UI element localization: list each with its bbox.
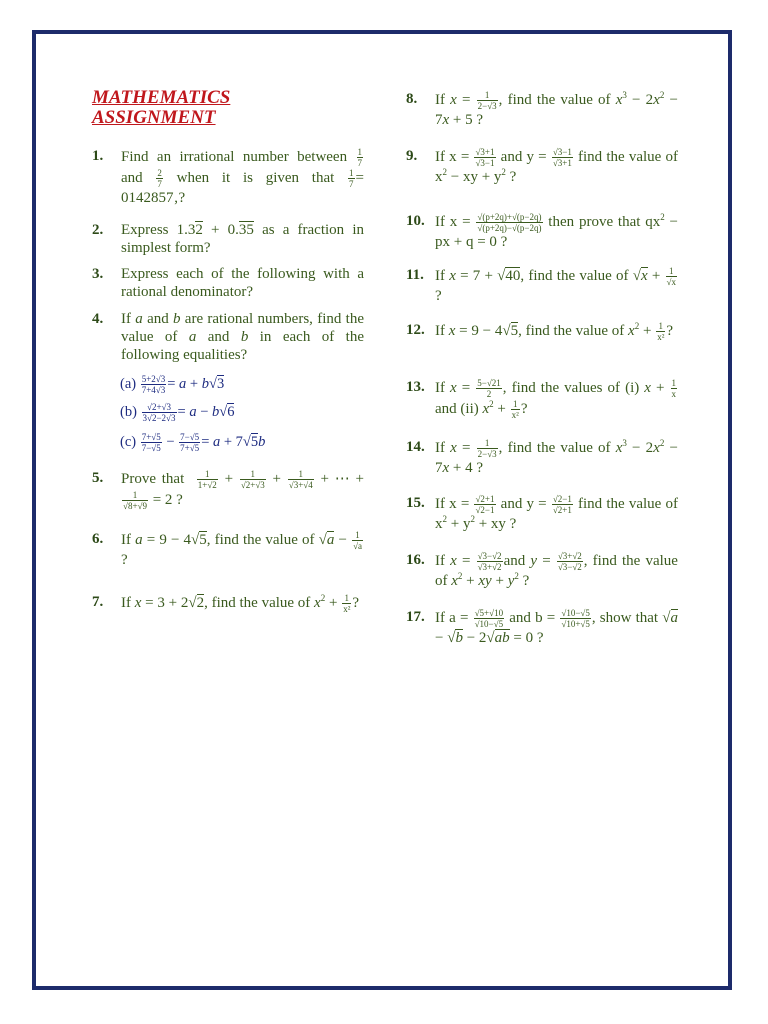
question-text: If x = $\frac{√2+1}{√2-1}$ and y = $\frac{√2-1}{√2+1}$ find the value of $x^2 + y^2$ + xy ?	[435, 494, 679, 532]
question-number: 17.	[406, 609, 425, 625]
question-12	[406, 321, 678, 342]
question-8	[406, 90, 678, 129]
question-2	[92, 221, 364, 257]
question-text: Prove that $\frac{1}{1+√2}$ + $\frac{1}{√2+√3}$ + $\frac{1}{√3+√4}$ + ⋯ + $\frac{1}{√8+√9}$ = 2 ?	[121, 469, 364, 511]
question-text: If x = $\frac{√3+1}{√3-1}$ and y = $\frac{√3-1}{√3+1}$ find the value of $x^2$ − xy + $y^2$ ?	[435, 147, 679, 185]
page-title: MATHEMATICS ASSIGNMENT	[92, 87, 231, 128]
question-number: 4.	[92, 311, 104, 327]
question-number: 8.	[406, 91, 418, 107]
question-number: 12.	[406, 322, 425, 338]
q4-part-b: (b) $\frac{√2+√3}{3√2-2√3}$ = a − b√6	[120, 402, 235, 423]
question-number: 10.	[406, 213, 425, 229]
question-11	[406, 266, 678, 305]
question-number: 13.	[406, 379, 425, 395]
question-4	[92, 310, 364, 364]
question-text: If a = 9 − 4√5, find the value of √a − $\frac{1}{√a}$ ?	[121, 530, 363, 568]
question-text: If x = 7 + √40, find the value of √x + $\frac{1}{√x}$ ?	[435, 266, 676, 304]
q4-part-c: (c) $\frac{7+√5}{7-√5}$ − $\frac{7-√5}{7+√5}$ = a + 7√5b	[120, 432, 266, 453]
question-text: If x = $\frac{√(p+2q)+√(p-2q)}{√(p+2q)-√(p-2q)}$ then prove that $qx^2$ − px + q = 0 ?	[435, 211, 678, 250]
question-number: 2.	[92, 222, 104, 238]
question-number: 16.	[406, 552, 425, 568]
question-17	[406, 608, 678, 647]
question-16	[406, 551, 678, 590]
question-10	[406, 212, 678, 251]
question-text: Express 1.32 + 0.35 as a fraction in simplest form?	[121, 222, 364, 256]
question-5	[92, 469, 364, 511]
question-9	[406, 147, 678, 186]
question-3	[92, 265, 364, 301]
question-text: If a = $\frac{√5+√10}{√10-√5}$ and b = $\frac{√10-√5}{√10+√5}$ , show that √a − √b − 2√ab = 0 ?	[435, 608, 678, 646]
question-number: 3.	[92, 266, 104, 282]
question-number: 5.	[92, 470, 104, 486]
question-number: 7.	[92, 594, 104, 610]
question-1	[92, 147, 364, 207]
question-text: Find an irrational number between $\frac{1}{7}$ and $\frac{2}{7}$ when it is given that $\frac{1}{7}$ = 0142857‚?	[121, 147, 364, 206]
question-number: 14.	[406, 439, 425, 455]
question-text: Express each of the following with a rational denominator?	[121, 266, 364, 300]
question-15	[406, 494, 678, 533]
question-text: If x = $\frac{5-√21}{2}$ , find the values of (i) x + $\frac{1}{x}$ and (ii) $x^2$ + $\frac{1}{\text{x²}}$ ?	[435, 378, 677, 420]
question-6	[92, 530, 364, 569]
question-text: If a and b are rational numbers, find the value of a and b in each of the following equalities?	[121, 311, 364, 363]
question-13	[406, 378, 678, 420]
question-number: 6.	[92, 531, 104, 547]
question-number: 15.	[406, 495, 425, 511]
question-text: If x = 9 − 4√5, find the value of $x^2$ + $\frac{1}{\text{x²}}$ ?	[435, 320, 674, 342]
question-number: 9.	[406, 148, 418, 164]
question-text: If x = $\frac{√3-√2}{√3+√2}$ and y = $\frac{√3+√2}{√3-√2}$ , find the value of $x^2$ + xy + $y^2$ ?	[435, 551, 678, 589]
question-14	[406, 438, 678, 477]
question-number: 1.	[92, 148, 104, 164]
question-text: If x = 3 + 2√2, find the value of $x^2$ + $\frac{1}{\text{x²}}$ ?	[121, 592, 360, 614]
question-7	[92, 593, 364, 614]
question-text: If x = $\frac{1}{2-√3}$ , find the value of $x^3 - 2x^2 - 7x + 5$ ?	[435, 89, 678, 128]
question-number: 11.	[406, 267, 424, 283]
q4-part-a: (a) $\frac{5+2√3}{7+4√3}$ = a + b√3	[120, 374, 225, 395]
question-text: If x = $\frac{1}{2-√3}$ , find the value of $x^3 - 2x^2 - 7x + 4$ ?	[435, 437, 678, 476]
